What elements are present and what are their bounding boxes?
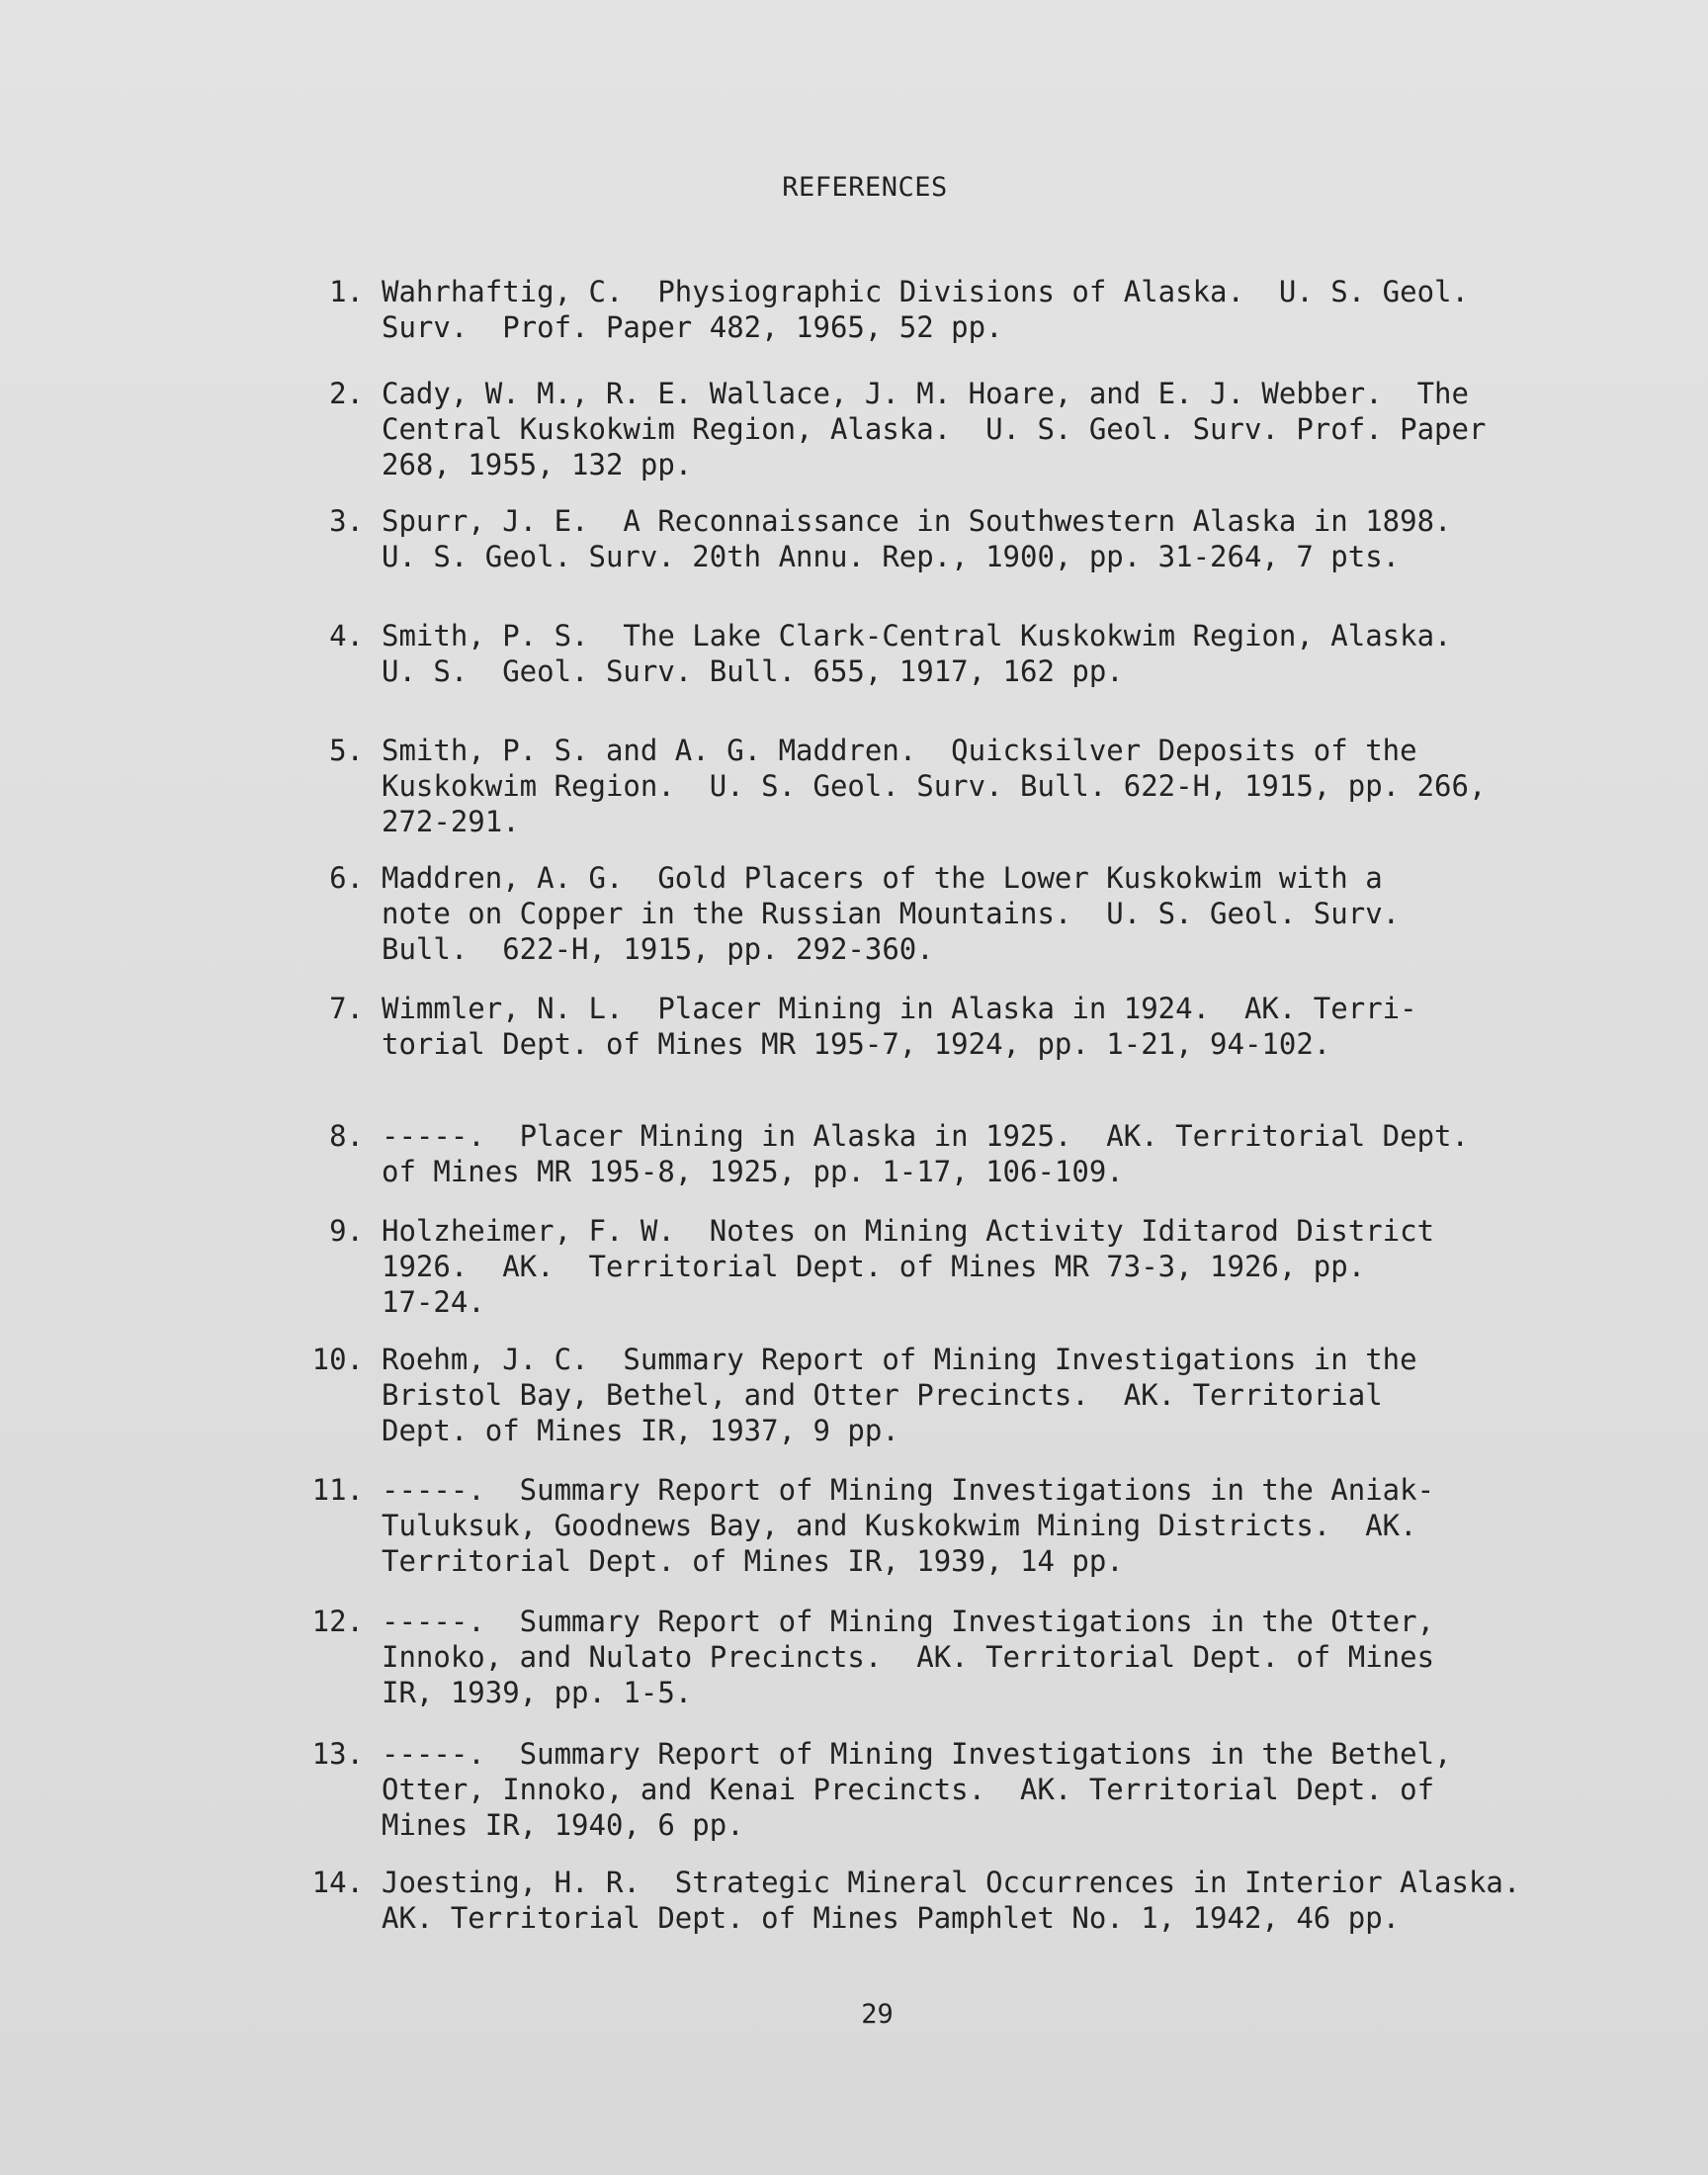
reference-number: 4.: [329, 619, 364, 652]
reference-number: 14.: [311, 1866, 364, 1899]
reference-item: [297, 618, 1542, 689]
reference-text: -----. Summary Report of Mining Investigations in the Aniak- Tuluksuk, Goodnews Bay, and Kuskokwim Mining Districts. AK. Territorial Dept. of Mines IR, 1939, 14 pp.: [382, 1473, 1435, 1578]
reference-text: Joesting, H. R. Strategic Mineral Occurrences in Interior Alaska. AK. Territorial Dept. of Mines Pamphlet No. 1, 1942, 46 pp.: [382, 1866, 1521, 1935]
reference-number: 9.: [329, 1214, 364, 1248]
reference-item: [297, 860, 1542, 967]
reference-item: [297, 1342, 1542, 1448]
reference-number: 8.: [329, 1119, 364, 1153]
reference-text: -----. Placer Mining in Alaska in 1925. AK. Territorial Dept. of Mines MR 195-8, 1925, pp. 1-17, 106-109.: [382, 1119, 1469, 1188]
reference-number: 5.: [329, 734, 364, 767]
reference-number: 6.: [329, 861, 364, 895]
reference-text: Wimmler, N. L. Placer Mining in Alaska in 1924. AK. Terri- torial Dept. of Mines MR 195-7, 1924, pp. 1-21, 94-102.: [382, 992, 1417, 1061]
reference-item: [297, 1736, 1542, 1843]
reference-text: Maddren, A. G. Gold Placers of the Lower Kuskokwim with a note on Copper in the Russian Mountains. U. S. Geol. Surv. Bull. 622-H, 1915, pp. 292-360.: [382, 861, 1401, 966]
page-number: 29: [861, 1999, 894, 2030]
reference-number: 3.: [329, 504, 364, 538]
reference-item: [297, 1604, 1542, 1710]
reference-item: [297, 503, 1542, 574]
reference-number: 7.: [329, 992, 364, 1025]
reference-text: Smith, P. S. and A. G. Maddren. Quicksilver Deposits of the Kuskokwim Region. U. S. Geol. Surv. Bull. 622-H, 1915, pp. 266, 272-291.: [382, 734, 1487, 838]
reference-item: [297, 991, 1542, 1062]
reference-number: 13.: [311, 1737, 364, 1771]
reference-text: -----. Summary Report of Mining Investigations in the Bethel, Otter, Innoko, and Kenai Precincts. AK. Territorial Dept. of Mines IR, 1940, 6 pp.: [382, 1737, 1452, 1842]
reference-number: 10.: [311, 1343, 364, 1376]
reference-item: [297, 1865, 1542, 1936]
reference-item: [297, 1472, 1542, 1579]
reference-number: 11.: [311, 1473, 364, 1507]
reference-item: [297, 733, 1542, 839]
reference-text: Wahrhaftig, C. Physiographic Divisions of Alaska. U. S. Geol. Surv. Prof. Paper 482, 1965, 52 pp.: [382, 275, 1469, 344]
reference-number: 12.: [311, 1605, 364, 1638]
reference-item: [297, 274, 1542, 345]
reference-text: -----. Summary Report of Mining Investigations in the Otter, Innoko, and Nulato Precincts. AK. Territorial Dept. of Mines IR, 1939, pp. 1-5.: [382, 1605, 1435, 1709]
reference-text: Smith, P. S. The Lake Clark-Central Kuskokwim Region, Alaska. U. S. Geol. Surv. Bull. 655, 1917, 162 pp.: [382, 619, 1452, 688]
reference-item: [297, 1213, 1542, 1320]
reference-number: 2.: [329, 377, 364, 410]
reference-text: Holzheimer, F. W. Notes on Mining Activity Iditarod District 1926. AK. Territorial Dept. of Mines MR 73-3, 1926, pp. 17-24.: [382, 1214, 1435, 1319]
reference-item: [297, 1118, 1542, 1189]
reference-text: Spurr, J. E. A Reconnaissance in Southwestern Alaska in 1898. U. S. Geol. Surv. 20th Annu. Rep., 1900, pp. 31-264, 7 pts.: [382, 504, 1452, 573]
reference-text: Roehm, J. C. Summary Report of Mining Investigations in the Bristol Bay, Bethel, and Otter Precincts. AK. Territorial Dept. of Mines IR, 1937, 9 pp.: [382, 1343, 1417, 1447]
page-title: REFERENCES: [782, 172, 948, 203]
reference-number: 1.: [329, 275, 364, 308]
reference-item: [297, 376, 1542, 482]
reference-text: Cady, W. M., R. E. Wallace, J. M. Hoare, and E. J. Webber. The Central Kuskokwim Region, Alaska. U. S. Geol. Surv. Prof. Paper 268, 1955, 132 pp.: [382, 377, 1487, 481]
